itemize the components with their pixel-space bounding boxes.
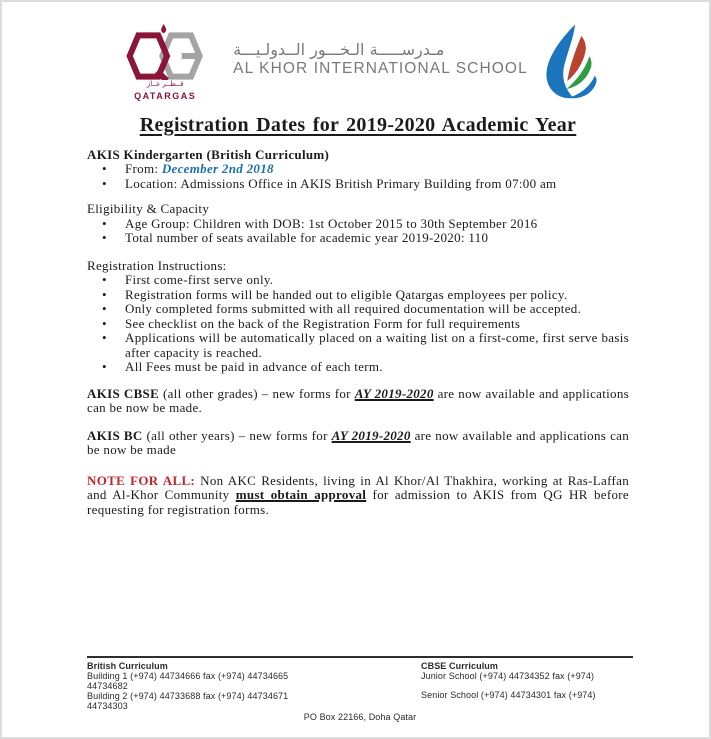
cbse-phone-lines [421,671,633,700]
document-body [87,113,629,518]
from-label: From: [125,161,162,176]
cbse-label: AKIS CBSE [87,385,160,401]
note-part1: Non AKC Residents, living in Al Khor/Al Thakhira, working at Ras-Laffan and Al-Khor Community [87,472,630,502]
from-date-value: December 2nd 2018 [161,161,274,176]
bullet-item: • See checklist on the back of the Registration Form for full requirements [125,317,629,332]
section-instructions [87,259,629,375]
letterhead [2,2,709,104]
paragraph-akis-bc [87,429,629,458]
paragraph-akis-cbse [87,387,629,416]
cbse-mid-text: (all other grades) – new forms for [159,385,355,401]
bc-label: AKIS BC [87,427,143,443]
footer-line: Junior School (+974) 44734352 fax (+974) [421,671,595,681]
bc-ay-label: AY 2019-2020 [331,427,411,443]
cbse-tail-text: are now available and applications can be now be made. [87,385,629,415]
bullet-item: • Applications will be automatically placed on a waiting list on a first-come, first serve basis after capacity is reached. [125,331,629,360]
note-part2: for admission to AKIS from QG HR before requesting for registration forms. [87,487,629,517]
bullet-item: • All Fees must be paid in advance of each term. [125,360,629,375]
qatargas-arabic-text: قــطــر غــاز [146,80,184,88]
section-eligibility [87,202,629,246]
qatargas-wordmark: QATARGAS [134,91,197,101]
british-curriculum-heading: British Curriculum [87,661,168,671]
kindergarten-bullets [87,162,629,191]
bullet-from-date [125,162,629,177]
bullet-item: • Total number of seats available for academic year 2019-2020: 110 [125,231,629,246]
bullet-item: • Age Group: Children with DOB: 1st October 2015 to 30th September 2016 [125,217,629,232]
akis-flame-icon [538,22,600,102]
footer-divider [87,656,633,658]
bc-mid-text: (all other years) – new forms for [142,427,332,443]
school-name-arabic: مـدرســـــة الـخـــور الــدولـيـــة [233,40,445,59]
note-emphasis: must obtain approval [235,487,367,502]
page-title: Registration Dates for 2019-2020 Academic Year [139,113,577,136]
footer-cbse-column [421,661,633,711]
instructions-bullets [87,273,629,375]
bullet-item: • Only completed forms submitted with all required documentation will be accepted. [125,302,629,317]
kindergarten-heading: AKIS Kindergarten (British Curriculum) [87,146,330,162]
footer-line: Building 1 (+974) 44734666 fax (+974) 44734665 44734682 [87,671,289,691]
school-name-block [233,40,528,77]
section-kindergarten [87,148,629,192]
cbse-curriculum-heading: CBSE Curriculum [421,661,499,671]
bc-tail-text: are now available and applications can be now be made [87,427,630,457]
footer-line: Building 2 (+974) 44733688 fax (+974) 44734671 44734303 [87,691,289,711]
po-box-line: PO Box 22166, Doha Qatar [303,712,417,722]
school-name-english: AL KHOR INTERNATIONAL SCHOOL [233,60,528,77]
qatargas-qg-icon [119,24,211,80]
cbse-ay-label: AY 2019-2020 [354,385,434,401]
eligibility-heading: Eligibility & Capacity [87,201,210,216]
paragraph-note [87,474,629,518]
note-label: NOTE FOR ALL: [87,472,196,488]
bullet-location: • Location: Admissions Office in AKIS British Primary Building from 07:00 am [125,177,629,192]
instructions-heading: Registration Instructions: [87,257,227,273]
british-phone-lines [87,671,325,711]
bullet-item: • Registration forms will be handed out to eligible Qatargas employees per policy. [125,288,629,303]
qatargas-logo [111,24,219,104]
eligibility-bullets [87,217,629,246]
footer-line: Senior School (+974) 44734301 fax (+974) [421,690,596,700]
footer-british-column [87,661,325,711]
bullet-item: • First come-first serve only. [125,273,629,288]
document-footer [87,656,633,722]
